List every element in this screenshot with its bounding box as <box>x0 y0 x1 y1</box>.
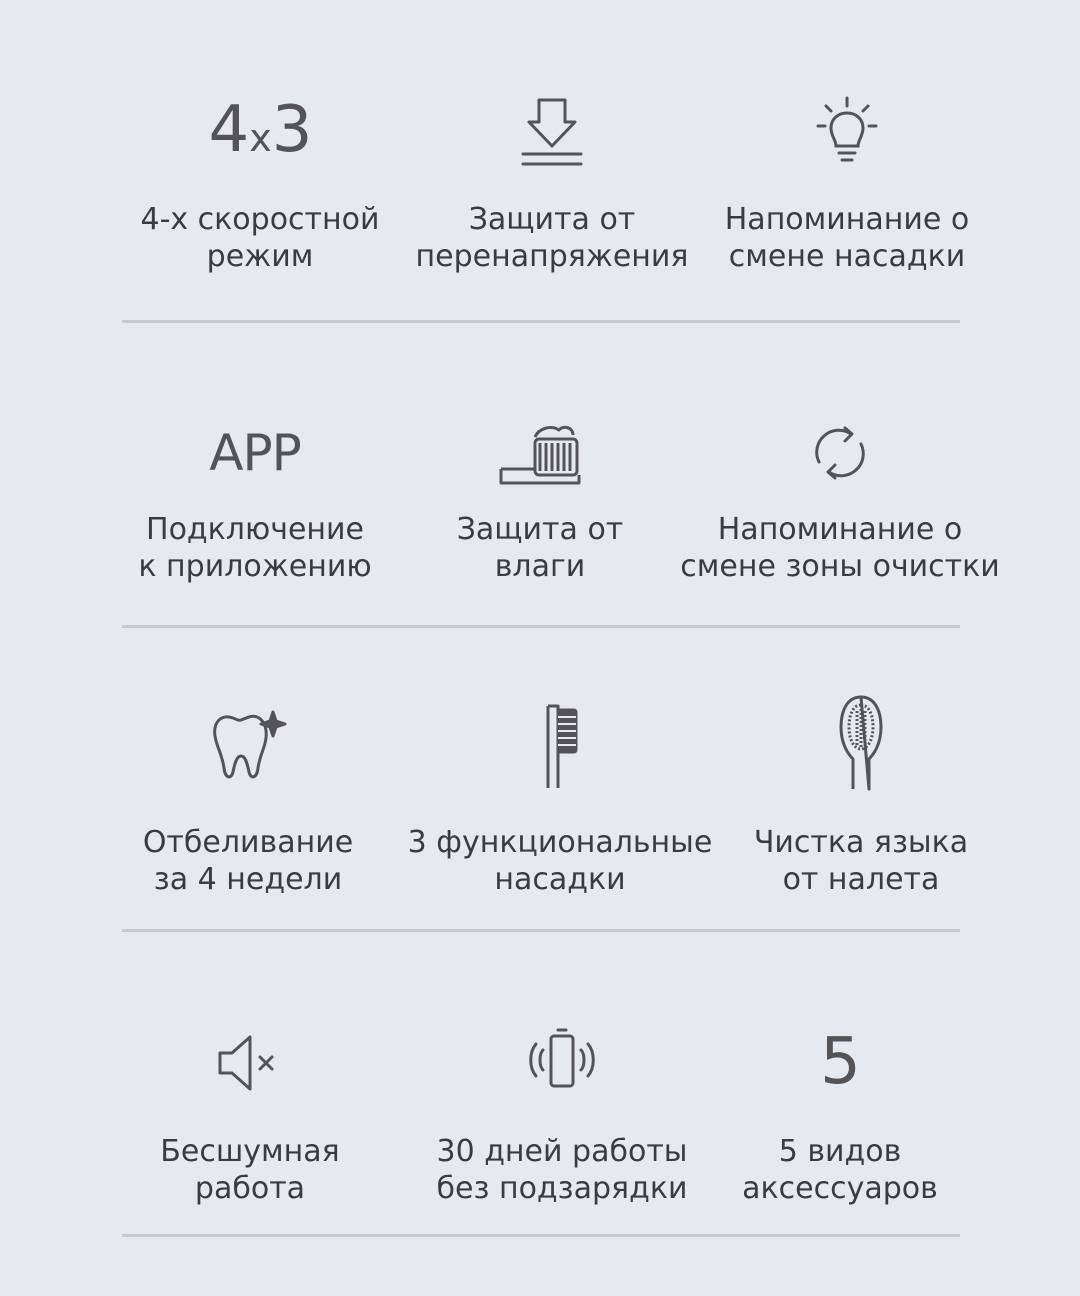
overvoltage-protection-icon <box>502 80 602 180</box>
feature-label-line1: Подключение <box>146 512 364 547</box>
app-icon <box>205 403 305 503</box>
feature-label-line1: Защита от <box>456 512 624 547</box>
feature-label <box>677 201 1017 275</box>
feature-tongue-cleaning <box>691 693 1031 933</box>
feature-speed-modes <box>90 80 430 320</box>
feature-label-line2: от налета <box>782 862 940 897</box>
feature-label-line1: 5 видов <box>778 1134 902 1169</box>
feature-label-line2: насадки <box>494 862 626 897</box>
mode-count: 3 <box>271 93 312 167</box>
refresh-icon <box>790 403 890 503</box>
feature-label-line2: смене насадки <box>728 239 966 274</box>
feature-label <box>670 1133 1010 1207</box>
feature-silent-operation <box>80 1012 420 1252</box>
feature-label <box>370 511 710 585</box>
feature-label-line1: 30 дней работы <box>436 1134 688 1169</box>
brush-head-icon <box>510 693 610 793</box>
feature-label <box>78 824 418 898</box>
tooth-sparkle-icon <box>198 693 298 793</box>
feature-label-line2: режим <box>206 239 314 274</box>
toothbrush-head-icon <box>490 403 590 503</box>
tongue-cleaner-icon <box>811 693 911 793</box>
feature-zone-reminder <box>670 403 1010 643</box>
feature-label-line1: Напоминание о <box>717 512 963 547</box>
feature-label <box>80 1133 420 1207</box>
vibrating-battery-icon <box>512 1012 612 1112</box>
speed-mode-icon <box>210 80 310 180</box>
feature-accessories <box>670 1012 1010 1252</box>
feature-label-line1: 4-х скоростной <box>140 202 380 237</box>
feature-label <box>390 824 730 898</box>
feature-overvoltage-protection <box>382 80 722 320</box>
feature-label <box>670 511 1010 585</box>
row-divider <box>122 929 960 932</box>
row-divider <box>122 625 960 628</box>
feature-label <box>382 201 722 275</box>
feature-label-line1: Чистка языка <box>753 825 969 860</box>
feature-label-line1: Отбеливание <box>142 825 354 860</box>
feature-label-line1: Защита от <box>468 202 636 237</box>
feature-label-line2: к приложению <box>138 549 372 584</box>
feature-label-line1: 3 функциональные <box>407 825 713 860</box>
feature-label <box>691 824 1031 898</box>
mute-speaker-icon <box>200 1012 300 1112</box>
feature-brush-heads <box>390 693 730 933</box>
accessories-count-icon <box>790 1012 890 1112</box>
feature-whitening <box>78 693 418 933</box>
feature-label-line2: перенапряжения <box>415 239 689 274</box>
lightbulb-icon <box>797 80 897 180</box>
speed-count: 4 <box>208 93 249 167</box>
feature-label-line2: за 4 недели <box>153 862 343 897</box>
feature-label-line2: аксессуаров <box>742 1171 938 1206</box>
feature-label-line2: смене зоны очистки <box>680 549 1000 584</box>
feature-moisture-protection <box>370 403 710 643</box>
accessories-count: 5 <box>820 1025 860 1099</box>
feature-label-line1: Бесшумная <box>160 1134 340 1169</box>
feature-brush-head-reminder <box>677 80 1017 320</box>
feature-label-line1: Напоминание о <box>724 202 970 237</box>
row-divider <box>122 320 960 323</box>
speed-times: x <box>249 116 271 160</box>
feature-label-line2: без подзарядки <box>436 1171 688 1206</box>
row-divider <box>122 1234 960 1237</box>
app-icon-text: APP <box>209 424 301 482</box>
feature-label-line2: работа <box>194 1171 306 1206</box>
feature-label-line2: влаги <box>494 549 586 584</box>
feature-label <box>90 201 430 275</box>
